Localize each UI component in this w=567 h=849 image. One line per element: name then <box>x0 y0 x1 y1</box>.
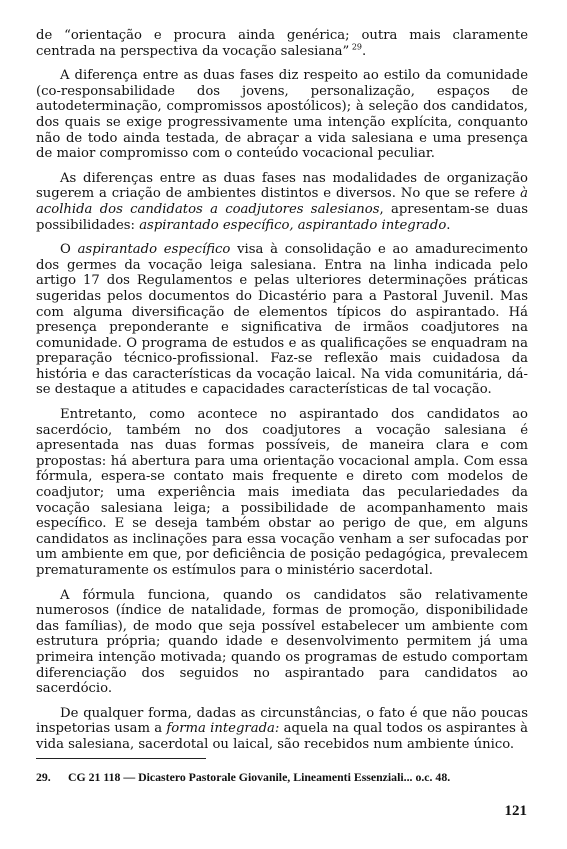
text-run: A diferença entre as duas fases diz respeito ao estilo da comunidade (co-responsabilidade dos jovens, personalização, espaços de autodeterminação, compromissos apostólicos); à seleção dos candidatos, dos quais se exige progressivamente uma intenção explícita, conquanto não de todo ainda testada, de abraçar a vida salesiana e uma presença de maior compromisso com o conteúdo vocacional peculiar. <box>36 68 528 162</box>
text-run: Entretanto, como acontece no aspirantado dos candidatos ao sacerdócio, também no dos coadjutores a vocação salesiana é apresentada nas duas formas possíveis, de maneira clara e com propostas: há abertura para uma orientação vocacional ampla. Com essa fórmula, espera-se contato mais frequente e direto com modelos de coadjutor; uma experiência mais imediata das peculariedades da vocação salesiana leiga; a possibilidade de acompanhamento mais específico. E se deseja também obstar ao perigo de que, em alguns candidatos as inclinações para essa vocação venham a ser sufocadas por um ambiente em que, por deficiência de posição pedagógica, prevalecem prematuramente os estímulos para o ministério sacerdotal. <box>36 407 528 578</box>
paragraph <box>36 242 528 398</box>
italic-text: aspirantado específico <box>77 242 231 258</box>
body-text <box>36 28 528 762</box>
paragraph <box>36 28 528 59</box>
paragraph <box>36 407 528 579</box>
italic-text: à acolhida dos candidatos a coadjutores salesianos <box>36 186 528 217</box>
text-run: A fórmula funciona, quando os candidatos são relativamente numerosos (índice de natalidade, formas de promoção, disponibilidade das famílias), de modo que seja possível estabelecer um ambiente com estrutura própria; quando idade e desenvolvimento permitem já uma primeira intenção motivada; quando os programas de estudo comportam diferenciação dos seguidos no aspirantado para candidatos ao sacerdócio. <box>36 587 528 697</box>
footnote-reference: 29 <box>349 42 363 52</box>
page-number: 121 <box>504 803 527 819</box>
text-run: De qualquer forma, dadas as circunstâncias, o fato é que não poucas inspetorias usam a <box>36 705 528 737</box>
text-run: de “orientação e procura ainda genérica; outra mais claramente centrada na perspectiva da vocação salesiana” <box>36 28 528 59</box>
text-run: . <box>446 217 451 233</box>
paragraph <box>36 706 528 753</box>
footnote-divider <box>36 758 206 759</box>
paragraph <box>36 68 528 162</box>
footnote-number: 29. <box>36 770 51 784</box>
footnote-text: CG 21 118 — Dicastero Pastorale Giovanile, Lineamenti Essenziali... o.c. 48. <box>68 770 451 784</box>
paragraph <box>36 171 528 233</box>
text-run: , apresentam-se duas possibilidades: <box>36 201 528 233</box>
paragraph <box>36 588 528 697</box>
text-run: visa à consolidação e ao amadurecimento dos germes da vocação leiga salesiana. Entra na linha indicada pelo artigo 17 dos Regulamentos e pelas ulteriores determinações práticas sugeridas pelos documentos do Dicastério para a Pastoral Juvenil. Mas com alguma diversificação de elementos típicos do aspirantado. Há presença preponderante e significativa de irmãos coadjutores na comunidade. O programa de estudos e as qualificações se enquadram na preparação técnico-profissional. Faz-se reflexão mais cuidadosa da história e das características da vocação laical. Na vida comunitária, dá-se destaque a atitudes e capacidades características de tal vocação. <box>36 242 528 398</box>
text-run: As diferenças entre as duas fases nas modalidades de organização sugerem a criação de ambientes distintos e diversos. No que se refere <box>36 170 528 202</box>
text-run: aquela na qual todos os aspirantes à vida salesiana, sacerdotal ou laical, são recebidos num ambiente único. <box>36 721 528 752</box>
italic-text: aspirantado específico, aspirantado integrado <box>139 217 447 233</box>
text-run: O <box>60 242 78 258</box>
text-run: . <box>362 43 367 59</box>
italic-text: forma integrada: <box>166 721 280 737</box>
footnote <box>36 770 528 784</box>
